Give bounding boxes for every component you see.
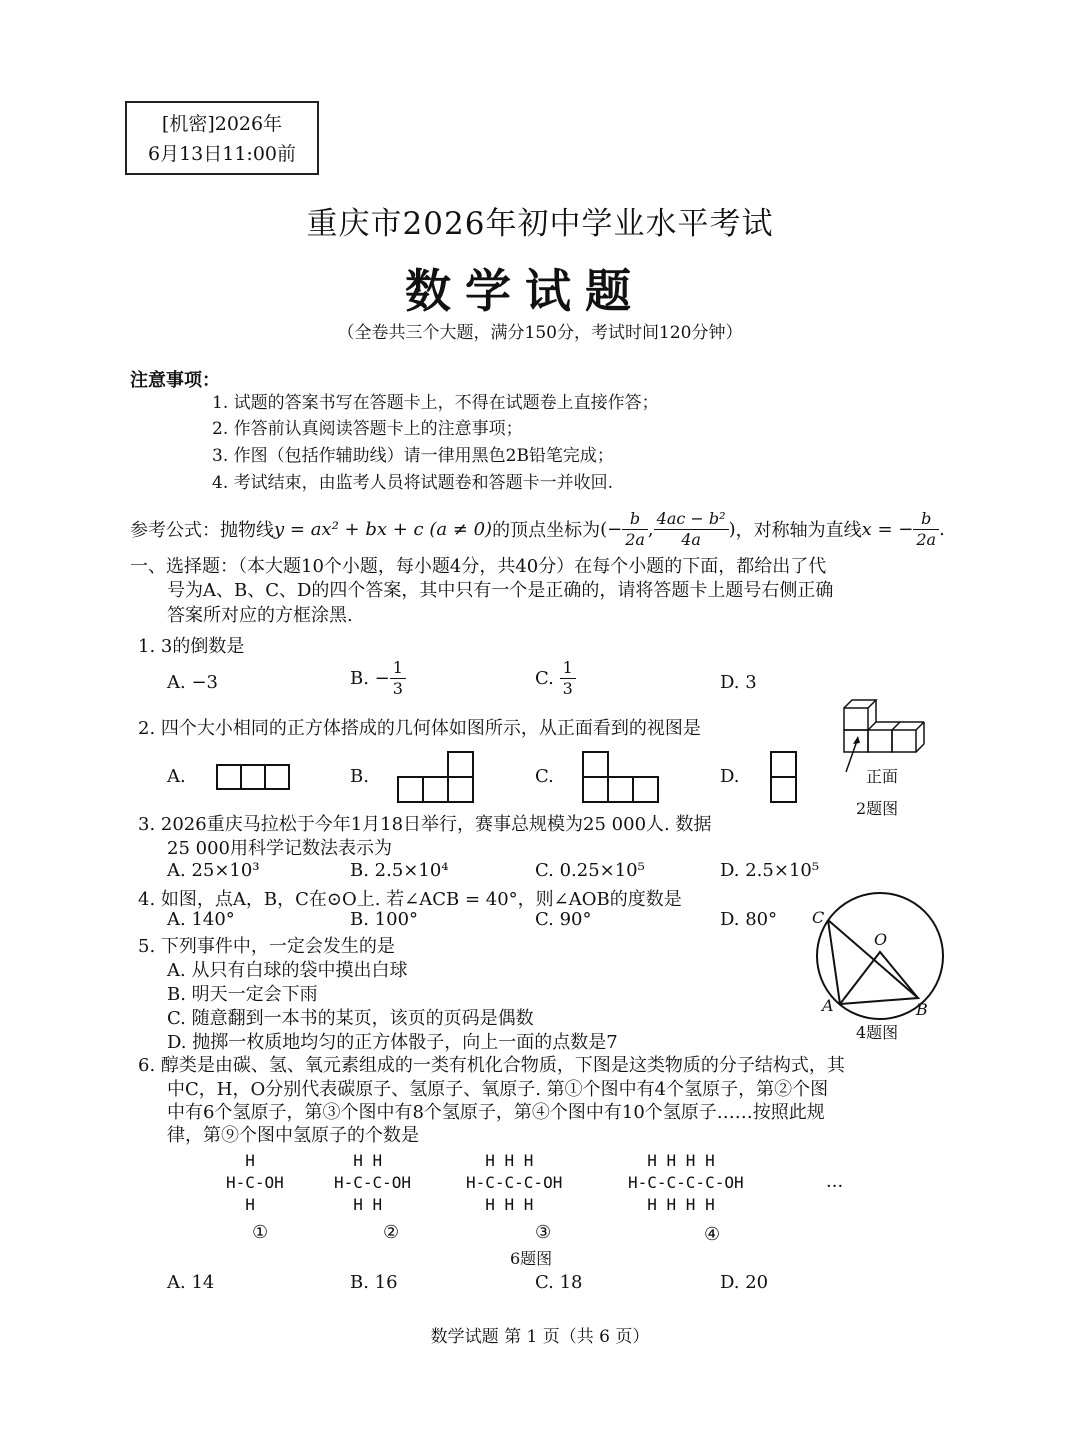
note-item: 1. 试题的答案书写在答题卡上，不得在试题卷上直接作答； [212,393,659,413]
note-item: 3. 作图（包括作辅助线）请一律用黑色2B铅笔完成； [212,446,614,466]
q6-figure-caption: 6题图 [510,1249,553,1268]
q6-label-4: ④ [704,1224,721,1245]
q4-option-c: C. 90° [535,909,592,930]
q4-point-c: C [812,908,825,927]
q1-option-b: B. − $\frac{1}{3}$ [350,658,406,699]
q3-line-1: 3. 2026重庆马拉松于今年1月18日举行，赛事总规模为25 000人. 数据 [138,814,712,835]
vertex-x-fraction: $\frac{b}{2a}$ [622,509,648,550]
formula-axis-lhs: x = − [861,518,914,540]
q6-label-2: ② [383,1222,400,1243]
q5-option-a: A. 从只有白球的袋中摸出白球 [167,960,408,981]
q2-stem: 2. 四个大小相同的正方体搭成的几何体如图所示，从正面看到的视图是 [138,718,701,739]
q6-option-a: A. 14 [167,1272,215,1293]
q2-option-b-view [397,776,475,804]
q4-point-a: A [822,996,834,1015]
axis-fraction: $\frac{b}{2a}$ [913,509,939,550]
q2-figure-caption: 2题图 [856,799,899,818]
q6-line-1: 6. 醇类是由碳、氢、氧元素组成的一类有机化合物质，下图是这类物质的分子结构式，其 [138,1055,845,1076]
confidential-line-1: [机密]2026年 [161,113,283,135]
formula-axis-text: ，对称轴为直线 [735,520,862,541]
section-1-line-2: 号为A、B、C、D的四个答案，其中只有一个是正确的，请将答题卡上题号右侧正确 [167,580,834,601]
q6-line-3: 中有6个氢原子，第③个图中有8个氢原子，第④个图中有10个氢原子……按照此规 [167,1102,825,1123]
q3-option-c: C. 0.25×10⁵ [535,860,645,881]
q1-option-a: A. −3 [167,672,218,693]
q5-option-d: D. 抛掷一枚质地均匀的正方体骰子，向上一面的点数是7 [167,1032,618,1053]
q6-molecule-2: H H H-C-C-OH H H [334,1151,412,1214]
q6-option-c: C. 18 [535,1272,583,1293]
q4-option-b: B. 100° [350,909,419,930]
confidential-box [125,101,319,175]
q2-option-c-label: C. [535,766,554,787]
exam-info: （全卷共三个大题，满分150分，考试时间120分钟） [337,323,743,343]
section-1-line-1: 一、选择题：（本大题10个小题，每小题4分，共40分）在每个小题的下面，都给出了代 [130,556,827,577]
q2-option-d-view [770,776,798,804]
reference-formula: 参考公式：抛物线 y = ax² + bx + c (a ≠ 0) 的顶点坐标为 (− $\frac{b}{2a}$ , $\frac{\text{4ac − b²}}{4a}$ ) ，对称轴为直线 x = − $\frac{b}{2a}$ . [130,508,945,549]
q4-stem: 4. 如图，点A，B，C在⊙O上. 若∠ACB = 40°，则∠AOB的度数是 [138,889,682,910]
exam-title: 重庆市2026年初中学业水平考试 [306,206,774,242]
q6-molecule-4: H H H H H-C-C-C-C-OH H H H H [628,1151,744,1214]
q2-cube-figure [838,696,934,766]
q2-option-d-label: D. [720,766,740,787]
q3-option-a: A. 25×10³ [167,860,260,881]
note-item: 2. 作答前认真阅读答题卡上的注意事项； [212,419,523,439]
q6-option-d: D. 20 [720,1272,769,1293]
q6-line-4: 律，第⑨个图中氢原子的个数是 [167,1125,419,1146]
q2-option-a-view [216,764,292,790]
q4-option-d: D. 80° [720,909,778,930]
q4-option-a: A. 140° [167,909,235,930]
q5-option-c: C. 随意翻到一本书的某页，该页的页码是偶数 [167,1008,534,1029]
q6-molecule-3: H H H H-C-C-C-OH H H H [466,1151,563,1214]
q6-label-1: ① [252,1222,269,1243]
q3-option-b: B. 2.5×10⁴ [350,860,449,881]
q4-point-o: O [874,930,888,949]
q6-line-2: 中C，H，O分别代表碳原子、氢原子、氧原子. 第①个图中有4个氢原子，第②个图 [167,1079,829,1100]
formula-vertex-text: 的顶点坐标为 [492,520,601,541]
q3-line-2: 25 000用科学记数法表示为 [167,838,392,859]
q6-option-b: B. 16 [350,1272,398,1293]
q5-stem: 5. 下列事件中，一定会发生的是 [138,936,395,957]
q2-option-a-label: A. [167,766,186,787]
q2-front-label: 正面 [866,767,899,786]
q5-option-b: B. 明天一定会下雨 [167,984,318,1005]
q4-figure-caption: 4题图 [856,1023,899,1042]
section-1-line-3: 答案所对应的方框涂黑. [167,605,353,626]
confidential-line-2: 6月13日11:00前 [147,143,297,165]
formula-lead: 参考公式：抛物线 [130,520,274,541]
q6-molecule-1: H H-C-OH H [226,1151,284,1214]
q2-option-b-label: B. [350,766,369,787]
q3-option-d: D. 2.5×10⁵ [720,860,820,881]
vertex-y-fraction: $\frac{\text{4ac − b²}}{4a}$ [654,509,729,550]
q1-option-d: D. 3 [720,672,757,693]
formula-equation: y = ax² + bx + c (a ≠ 0) [274,518,493,540]
q1-stem: 1. 3的倒数是 [138,636,245,657]
subject-title: 数学试题 [405,264,645,318]
note-item: 4. 考试结束，由监考人员将试题卷和答题卡一并收回. [212,473,614,493]
q6-label-3: ③ [535,1222,552,1243]
q1-option-c: C. $\frac{1}{3}$ [535,658,576,699]
q4-point-b: B [916,1000,928,1019]
q2-option-c-view [582,776,660,804]
notes-heading: 注意事项： [130,370,220,391]
page-footer: 数学试题 第 1 页（共 6 页） [430,1327,650,1347]
q6-ellipsis: ··· [826,1176,844,1197]
